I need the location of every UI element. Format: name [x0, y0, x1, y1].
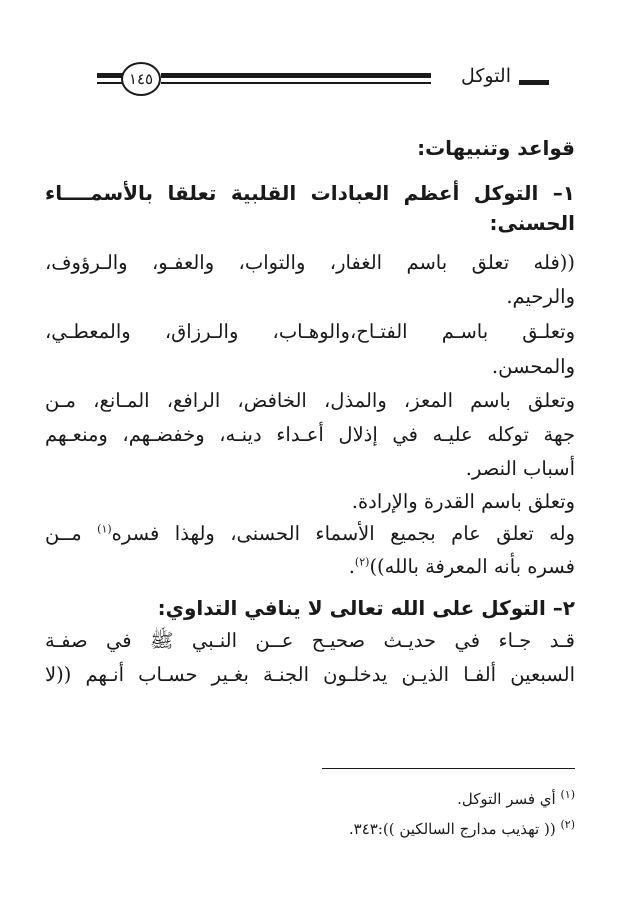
paragraph-5-line-1: [45, 520, 575, 548]
paragraph-5-text-a: وله تعلق عام بجميع الأسماء الحسنى، ولهذا فسره: [111, 522, 575, 545]
header-left-rule: [97, 73, 123, 87]
running-header: [97, 62, 549, 102]
paragraph-6-line-2: السبعين ألفـا الذيـن يدخلـون الجنـة بغـير حسـاب أنـهم ((لا: [45, 663, 575, 686]
footnote-ref-1: (١): [97, 522, 112, 536]
paragraph-5-text-c: فسره بأنه المعرفة بالله)): [369, 555, 575, 578]
heading-1-line-2: الحسنى:: [489, 211, 575, 235]
paragraph-1-line-1: ((فله تعلق باسم الغفار، والتواب، والعفـو، والـرؤوف،: [45, 251, 575, 274]
footnote-1-mark: (١): [560, 788, 575, 801]
page-number: ١٤٥: [128, 70, 154, 88]
footnote-1: [457, 788, 575, 810]
page-number-badge: [121, 62, 161, 96]
paragraph-1-line-2: والرحيم.: [506, 285, 575, 308]
paragraph-2-line-1: وتعلـق باسـم الفتـاح،والوهـاب، والـرزاق، والمعطـي،: [45, 320, 575, 343]
footnote-2-text: (( تهذيب مدارج السالكين )):٣٤٣.: [348, 820, 561, 838]
footnote-separator: [322, 768, 575, 769]
section-heading: قواعد وتنبيهات:: [417, 136, 575, 160]
paragraph-5-text-b: مــن: [45, 522, 98, 545]
paragraph-3-line-2: جهة توكله عليـه في إذلال أعـداء دينـه، وخفضـهم، ومنعـهم: [45, 423, 575, 446]
paragraph-3-line-1: وتعلق باسم المعز، والمذل، الخافض، الرافع، المـانع، مـن: [45, 389, 575, 412]
header-dash: [519, 80, 549, 85]
footnote-ref-2: (٢): [354, 555, 370, 569]
heading-1-line-1: ١– التوكل أعظم العبادات القلبية تعلقا بالأسمــــاء: [45, 181, 575, 205]
heading-2: ٢– التوكل على الله تعالى لا ينافي التداوي:: [157, 596, 575, 620]
paragraph-3-line-3: أسباب النصر.: [465, 457, 575, 480]
paragraph-6-line-1: قـد جـاء في حديـث صحيـح عــن النـبي ﷺ في صفـة: [45, 629, 575, 652]
header-double-rule: [161, 73, 431, 87]
footnote-1-text: أي فسر التوكل.: [457, 790, 561, 808]
paragraph-5-line-2: [45, 553, 575, 581]
paragraph-5-text-d: .: [348, 555, 355, 578]
paragraph-4-line-1: وتعلق باسم القدرة والإرادة.: [351, 490, 575, 513]
running-title: التوكل: [460, 65, 511, 87]
footnote-2: [349, 818, 575, 840]
paragraph-2-line-2: والمحسن.: [491, 355, 575, 378]
footnote-2-mark: (٢): [560, 818, 575, 831]
